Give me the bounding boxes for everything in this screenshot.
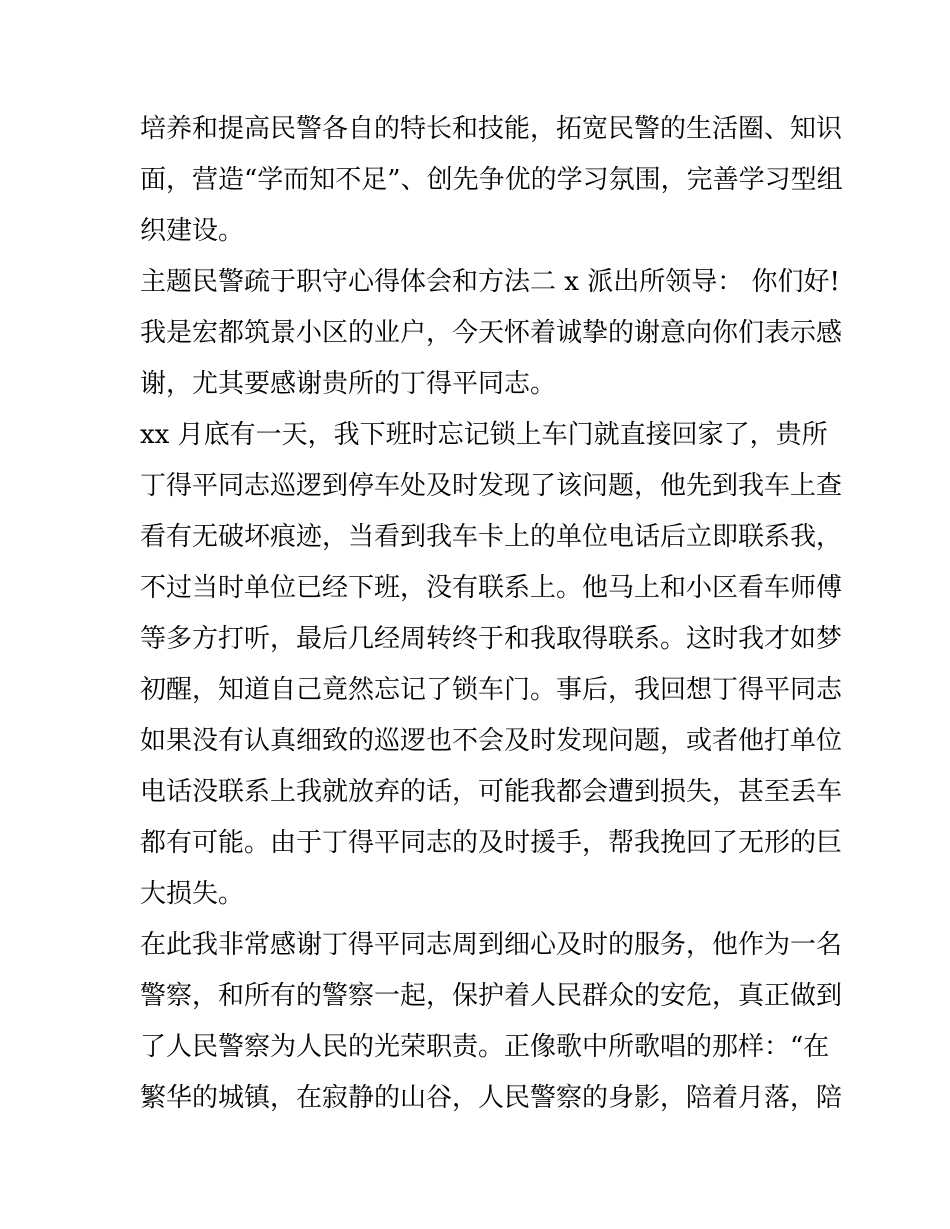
text-line: 大损失。 <box>140 879 245 909</box>
text-line: 面，营造“学而知不足”、创先争优的学习氛围，完善学习型组 <box>140 165 843 195</box>
text-line: 了人民警察为人民的光荣职责。正像歌中所歌唱的那样：“在 <box>140 1032 830 1062</box>
text-line: 织建设。 <box>140 216 245 246</box>
text-line: 不过当时单位已经下班，没有联系上。他马上和小区看车师傅 <box>140 573 843 603</box>
text-line: 都有可能。由于丁得平同志的及时援手，帮我挽回了无形的巨 <box>140 828 843 858</box>
document-body <box>140 104 843 1124</box>
text-line: 培养和提高民警各自的特长和技能，拓宽民警的生活圈、知识 <box>140 114 843 144</box>
text-line: 看有无破坏痕迹，当看到我车卡上的单位电话后立即联系我， <box>140 522 843 552</box>
text-line: 繁华的城镇，在寂静的山谷，人民警察的身影，陪着月落，陪 <box>140 1083 843 1113</box>
text-line: 初醒，知道自己竟然忘记了锁车门。事后，我回想丁得平同志 <box>140 675 843 705</box>
text-line: xx 月底有一天，我下班时忘记锁上车门就直接回家了，贵所 <box>140 420 828 450</box>
text-line: 在此我非常感谢丁得平同志周到细心及时的服务，他作为一名 <box>140 930 843 960</box>
text-line: 电话没联系上我就放弃的话，可能我都会遭到损失，甚至丢车 <box>140 777 843 807</box>
text-line: 警察，和所有的警察一起，保护着人民群众的安危，真正做到 <box>140 981 843 1011</box>
text-line: 丁得平同志巡逻到停车处及时发现了该问题，他先到我车上查 <box>140 471 843 501</box>
text-line: 谢，尤其要感谢贵所的丁得平同志。 <box>140 369 557 399</box>
text-line: 如果没有认真细致的巡逻也不会及时发现问题，或者他打单位 <box>140 726 843 756</box>
text-line: 等多方打听，最后几经周转终于和我取得联系。这时我才如梦 <box>140 624 843 654</box>
text-line: 主题民警疏于职守心得体会和方法二 x 派出所领导： 你们好! <box>140 267 840 297</box>
text-line: 我是宏都筑景小区的业户，今天怀着诚挚的谢意向你们表示感 <box>140 318 843 348</box>
